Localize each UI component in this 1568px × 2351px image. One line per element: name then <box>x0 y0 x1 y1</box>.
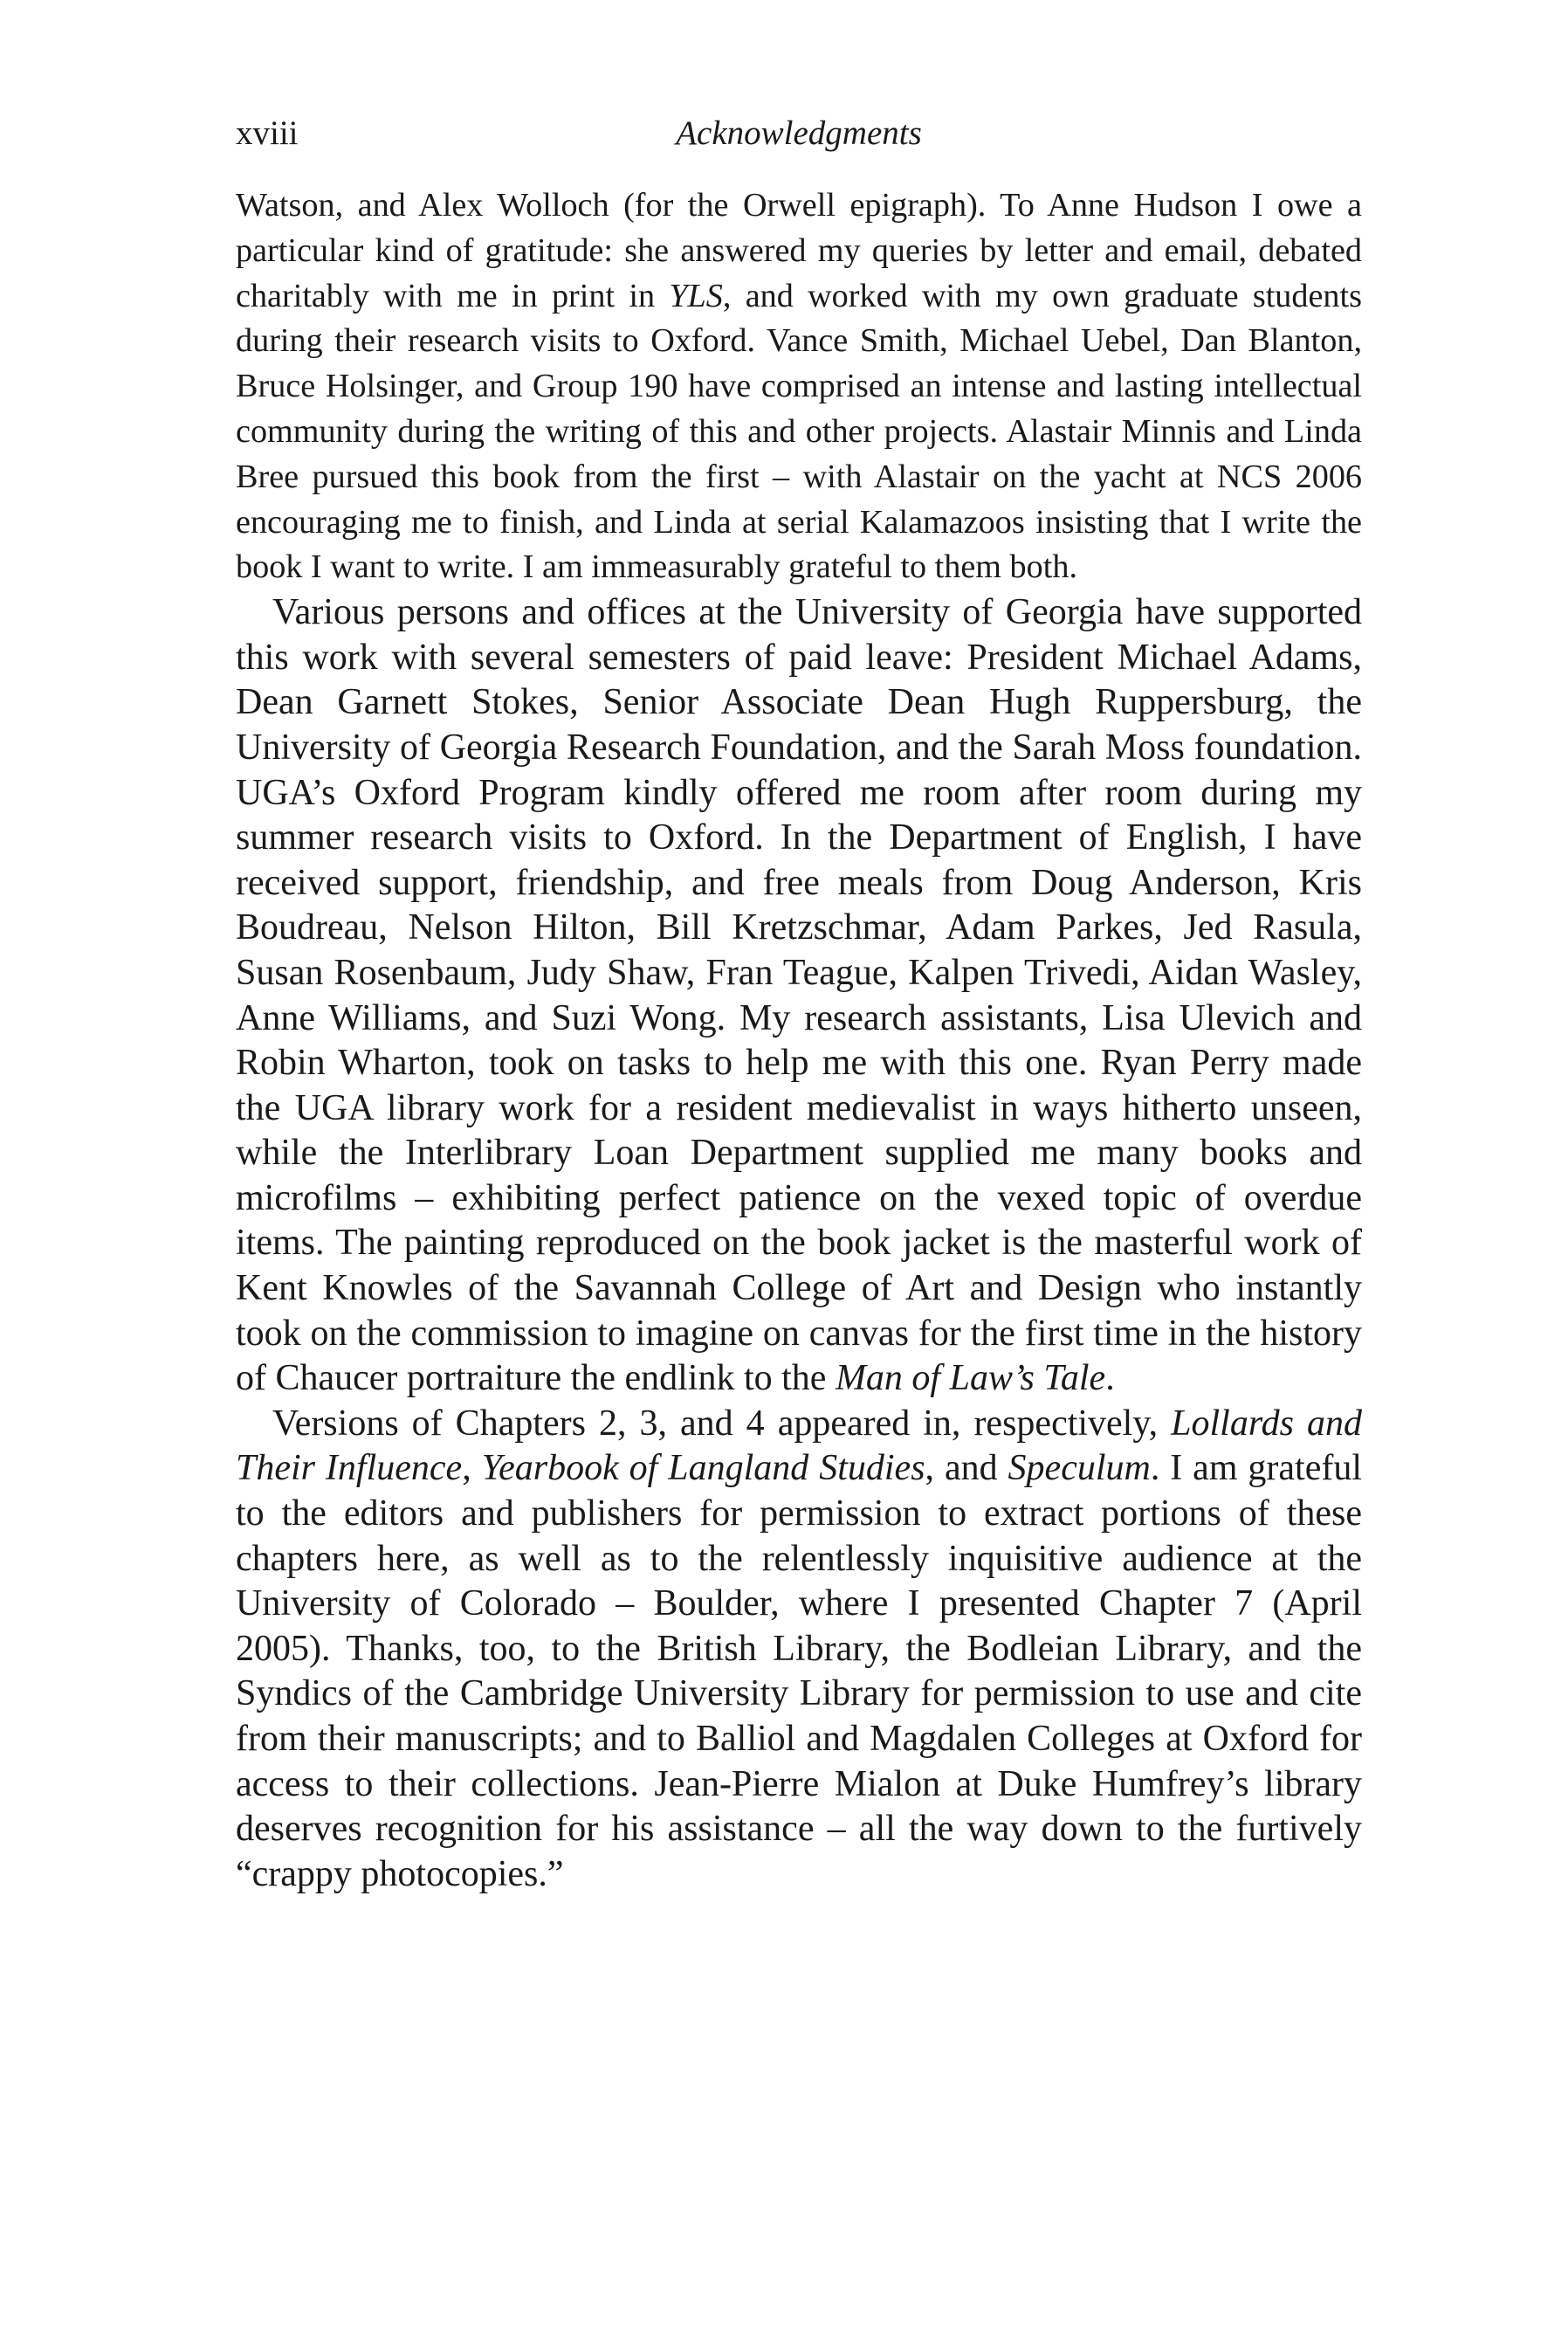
book-page <box>236 114 1362 1897</box>
paragraph-3-text-3: , and <box>925 1448 1008 1489</box>
running-head <box>236 114 1362 166</box>
paragraph-3-book-title-2: Yearbook of Langland Studies <box>481 1448 925 1489</box>
paragraph-2-text-2: . <box>1105 1358 1115 1399</box>
page-number: xviii <box>236 114 299 152</box>
paragraph-2-text-1: Various persons and offices at the University of Georgia have supported this work with several semesters of paid leave: President Michael Adams, Dean Garnett Stokes, Senior Associate Dean Hugh Ruppersburg, the University of Georgia Research Foundation, and the Sarah Moss foundation. UGA’s Oxford Program kindly offered me room after room during my summer research visits to Oxford. In the Department of English, I have received support, friendship, and free meals from Doug Anderson, Kris Boudreau, Nelson Hilton, Bill Kretzschmar, Adam Parkes, Jed Rasula, Susan Rosenbaum, Judy Shaw, Fran Teague, Kalpen Trivedi, Aidan Wasley, Anne Williams, and Suzi Wong. My research assistants, Lisa Ulevich and Robin Wharton, took on tasks to help me with this one. Ryan Perry made the UGA library work for a resident medievalist in ways hitherto unseen, while the Interlibrary Loan Department supplied me many books and microfilms – exhibiting perfect patience on the vexed topic of overdue items. The painting reproduced on the book jacket is the masterful work of Kent Knowles of the Savannah College of Art and Design who instantly took on the commission to imagine on canvas for the first time in the history of Chaucer portraiture the endlink to the <box>236 592 1362 1399</box>
paragraph-2-tale-title: Man of Law’s Tale <box>835 1358 1106 1399</box>
running-title: Acknowledgments <box>676 114 922 152</box>
paragraph-2 <box>236 590 1362 1402</box>
paragraph-1 <box>236 183 1362 590</box>
paragraph-1-text-2: , and worked with my own graduate students during their research visits to Oxford. Vance Smith, Michael Uebel, Dan Blanton, Bruce Holsinger, and Group 190 have comprised an intense and lasting intellectual community during the writing of this and other projects. Alastair Minnis and Linda Bree pursued this book from the first – with Alastair on the yacht at NCS 2006 encouraging me to finish, and Linda at serial Kalamazoos insisting that I write the book I want to write. I am immeasurably grateful to them both. <box>236 277 1362 586</box>
paragraph-3-journal-title: Speculum <box>1008 1448 1151 1489</box>
paragraph-3-text-1: Versions of Chapters 2, 3, and 4 appeared in, respectively, <box>272 1403 1172 1444</box>
paragraph-1-journal-title: YLS <box>669 277 723 314</box>
paragraph-3-book-title-1: Lollards and Their Influence <box>236 1403 1362 1489</box>
paragraph-3-text-4: . I am grateful to the editors and publishers for permission to extract portions of these chapters here, as well as to the relentlessly inquisitive audience at the University of Colorado – Boulder, where I presented Chapter 7 (April 2005). Thanks, too, to the British Library, the Bodleian Library, and the Syndics of the Cambridge University Library for permission to use and cite from their manuscripts; and to Balliol and Magdalen Colleges at Oxford for access to their collections. Jean-Pierre Mialon at Duke Humfrey’s library deserves recognition for his assistance – all the way down to the furtively “crappy photocopies.” <box>236 1448 1363 1894</box>
paragraph-1-text-1: Watson, and Alex Wolloch (for the Orwell epigraph). To Anne Hudson I owe a particular kind of gratitude: she answered my queries by letter and email, debated charitably with me in print in <box>236 187 1362 314</box>
paragraph-3 <box>236 1402 1362 1898</box>
paragraph-3-text-2: , <box>462 1448 482 1489</box>
